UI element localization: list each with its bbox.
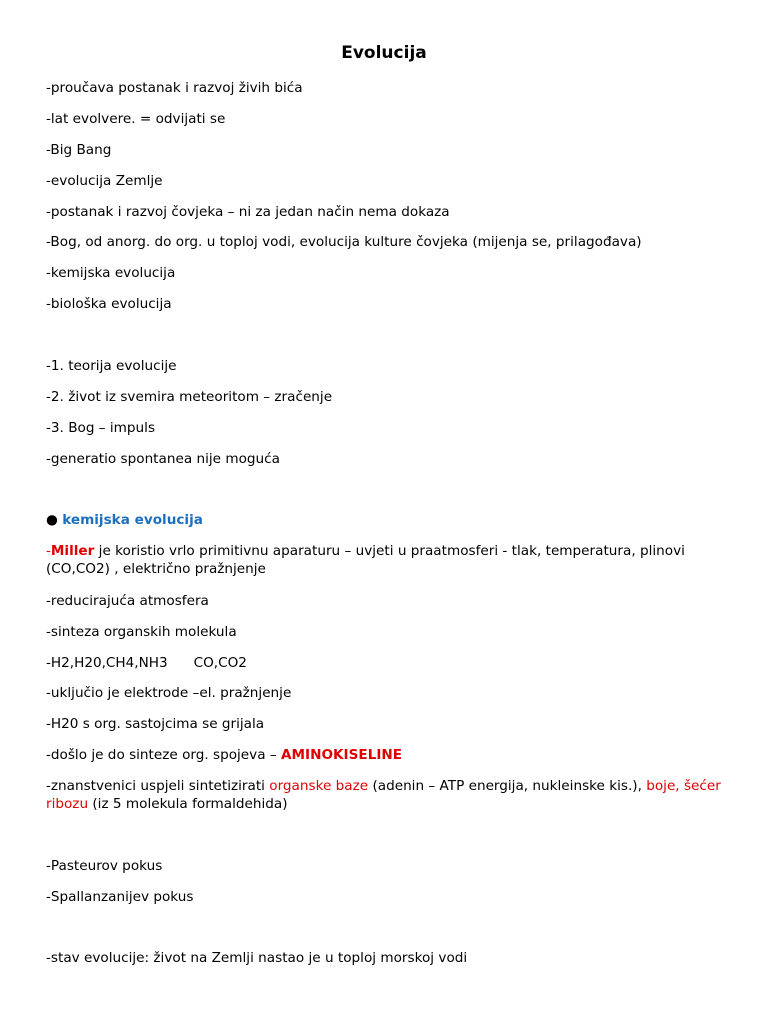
section-line: -H2,H20,CH4,NH3 CO,CO2 xyxy=(46,655,247,671)
miller-paragraph xyxy=(46,542,736,578)
experiment-line: -Pasteurov pokus xyxy=(46,858,163,874)
scientists-text-b: (adenin – ATP energija, nukleinske kis.), xyxy=(368,778,647,794)
intro-line: -postanak i razvoj čovjeka – ni za jedan način nema dokaza xyxy=(46,204,450,220)
intro-line: -evolucija Zemlje xyxy=(46,173,163,189)
bullet-icon: ● xyxy=(46,512,58,528)
synthesis-line xyxy=(46,746,736,764)
theory-line: -2. život iz svemira meteoritom – zračenje xyxy=(46,389,333,405)
section-heading xyxy=(46,511,736,529)
synthesis-prefix: -došlo je do sinteze org. spojeva – xyxy=(46,747,281,763)
scientists-text-a: -znanstvenici uspjeli sintetizirati xyxy=(46,778,270,794)
section-line: -reducirajuća atmosfera xyxy=(46,593,209,609)
intro-line: -Bog, od anorg. do org. u toploj vodi, evolucija kulture čovjeka (mijenja se, prilagođava) xyxy=(46,234,642,250)
scientists-paragraph xyxy=(46,777,736,813)
experiment-line: -Spallanzanijev pokus xyxy=(46,889,194,905)
conclusion-line: -stav evolucije: život na Zemlji nastao je u toploj morskoj vodi xyxy=(46,950,468,966)
miller-text: je koristio vrlo primitivnu aparaturu – uvjeti u praatmosferi - tlak, temperatura, plinovi (CO,CO2) , električno pražnjenje xyxy=(46,543,685,577)
section-line: -H20 s org. sastojcima se grijala xyxy=(46,716,265,732)
ribose-highlight: boje, šećer ribozu xyxy=(46,778,721,812)
theory-line: -3. Bog – impuls xyxy=(46,420,156,436)
document-title: Evolucija xyxy=(341,43,427,63)
intro-line: -kemijska evolucija xyxy=(46,265,176,281)
section-heading-text: kemijska evolucija xyxy=(62,512,203,528)
miller-prefix: - xyxy=(46,543,51,559)
intro-line: -biološka evolucija xyxy=(46,296,172,312)
aminoacids-highlight: AMINOKISELINE xyxy=(280,747,403,763)
organic-bases-highlight: organske baze xyxy=(269,778,369,794)
intro-line: -Big Bang xyxy=(46,142,112,158)
section-line: -uključio je elektrode –el. pražnjenje xyxy=(46,685,292,701)
theory-line: -generatio spontanea nije moguća xyxy=(46,451,280,467)
scientists-text-c: (iz 5 molekula formaldehida) xyxy=(88,796,288,812)
miller-name: Miller xyxy=(50,543,95,559)
intro-line: -lat evolvere. = odvijati se xyxy=(46,111,226,127)
section-line: -sinteza organskih molekula xyxy=(46,624,237,640)
intro-line: -proučava postanak i razvoj živih bića xyxy=(46,80,303,96)
theory-line: -1. teorija evolucije xyxy=(46,358,177,374)
